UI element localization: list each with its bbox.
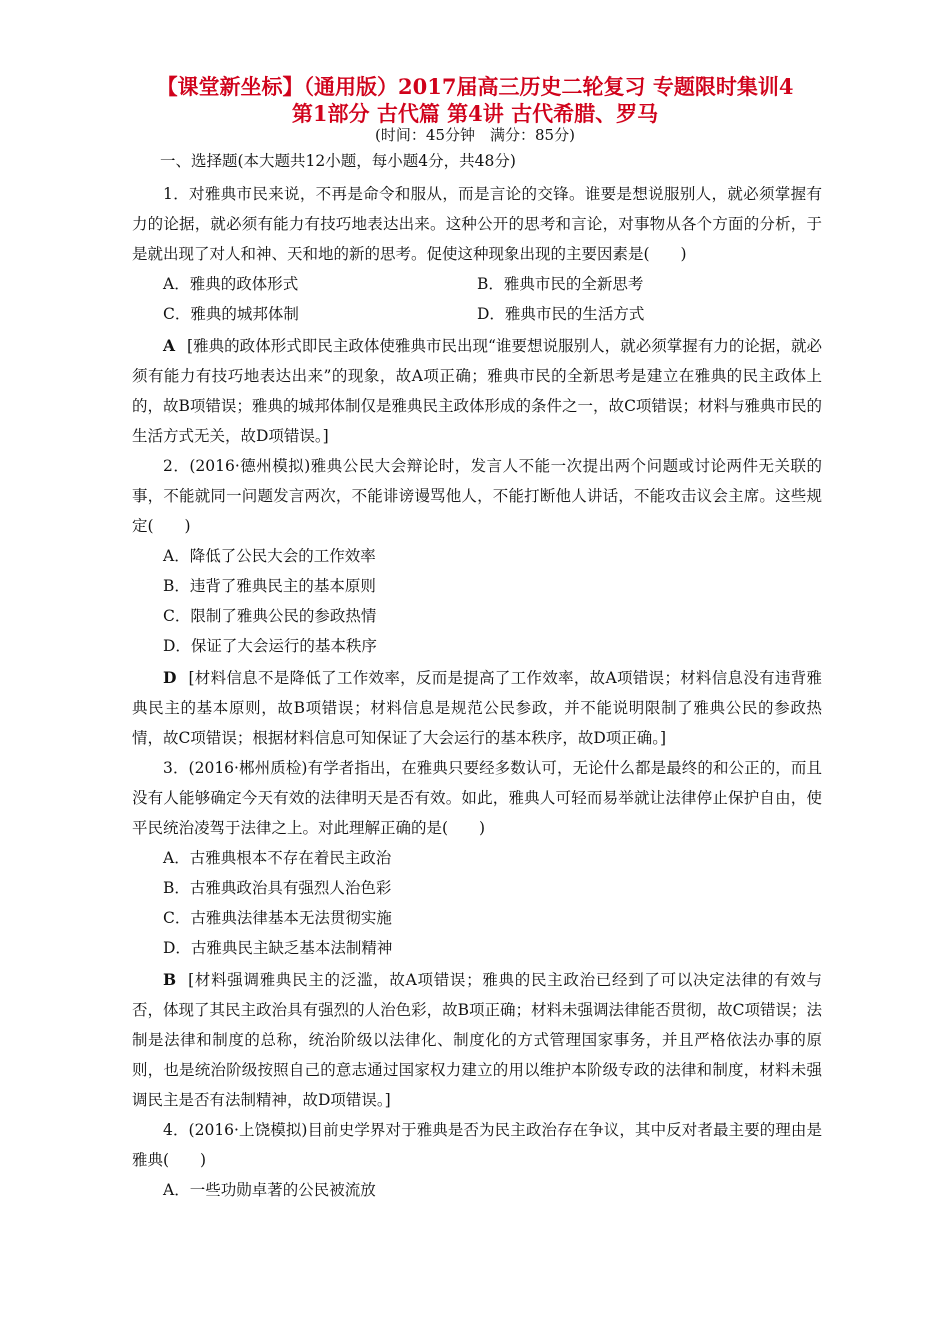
question-stem: 3．(2016·郴州质检)有学者指出，在雅典只要经多数认可，无论什么都是最终的和公正的，而且没有人能够确定今天有效的法律明天是否有效。如此，雅典人可轻而易举就让法律停止保护自由，使平民统治凌驾于法律之上。对此理解正确的是( ) [132, 759, 822, 837]
answer-text: [雅典的政体形式即民主政体使雅典市民出现“谁要想说服别人，就必须掌握有力的论据，就必须有能力有技巧地表达出来”的现象，故A项正确；雅典市民的全新思考是建立在雅典的民主政体上的，故B项错误；雅典的城邦体制仅是雅典民主政体形成的条件之一，故C项错误；材料与雅典市民的生活方式无关，故D项错误。] [132, 337, 822, 445]
option-c: C．限制了雅典公民的参政热情 [163, 607, 377, 625]
option-b: B．违背了雅典民主的基本原则 [163, 577, 376, 595]
question-list [132, 150, 822, 1205]
option-row [132, 269, 822, 299]
option-d: D．保证了大会运行的基本秩序 [163, 637, 377, 655]
document-subtitle: 第1部分 古代篇 第4讲 古代希腊、罗马 [291, 101, 659, 126]
answer-letter: A [163, 336, 176, 355]
exam-meta: (时间：45分钟 满分：85分) [375, 126, 575, 144]
option-b: B．古雅典政治具有强烈人治色彩 [163, 879, 392, 897]
option-c: C．雅典的城邦体制 [163, 305, 299, 323]
answer-explanation [132, 331, 822, 451]
option-row [132, 299, 822, 329]
answer-explanation [132, 965, 822, 1115]
option-b: B．雅典市民的全新思考 [477, 275, 644, 293]
question-stem: 1．对雅典市民来说，不再是命令和服从，而是言论的交锋。谁要是想说服别人，就必须掌握有力的论据，就必须有能力有技巧地表达出来。这种公开的思考和言论，对事物从各个方面的分析，于是就出现了对人和神、天和地的新的思考。促使这种现象出现的主要因素是( ) [132, 185, 822, 263]
document-title: 【课堂新坐标】（通用版）2017届高三历史二轮复习 专题限时集训4 [156, 74, 794, 99]
section-title: 一、选择题(本大题共12小题，每小题4分，共48分) [160, 152, 516, 170]
option-a: A．一些功勋卓著的公民被流放 [163, 1181, 376, 1199]
option-a: A．降低了公民大会的工作效率 [163, 547, 376, 565]
option-c: C．古雅典法律基本无法贯彻实施 [163, 909, 392, 927]
question-stem: 2．(2016·德州模拟)雅典公民大会辩论时，发言人不能一次提出两个问题或讨论两件无关联的事，不能就同一问题发言两次，不能诽谤谩骂他人，不能打断他人讲话，不能攻击议会主席。这些规定( ) [132, 457, 822, 535]
answer-letter: B [163, 970, 177, 989]
option-d: D．古雅典民主缺乏基本法制精神 [163, 939, 393, 957]
question-stem: 4．(2016·上饶模拟)目前史学界对于雅典是否为民主政治存在争议，其中反对者最主要的理由是雅典( ) [132, 1121, 822, 1169]
option-a: A．雅典的政体形式 [163, 275, 299, 293]
answer-letter: D [163, 668, 177, 687]
answer-text: [材料强调雅典民主的泛滥，故A项错误；雅典的民主政治已经到了可以决定法律的有效与否，体现了其民主政治具有强烈的人治色彩，故B项正确；材料未强调法律能否贯彻，故C项错误；法制是法律和制度的总称，统治阶级以法律化、制度化的方式管理国家事务，并且严格依法办事的原则，也是统治阶级按照自己的意志通过国家权力建立的用以维护本阶级专政的法律和制度，材料未强调民主是否有法制精神，故D项错误。] [132, 971, 822, 1109]
answer-text: [材料信息不是降低了工作效率，反而是提高了工作效率，故A项错误；材料信息没有违背雅典民主的基本原则，故B项错误；材料信息是规范公民参政，并不能说明限制了雅典公民的参政热情，故C项错误；根据材料信息可知保证了大会运行的基本秩序，故D项正确。] [132, 669, 822, 747]
option-a: A．古雅典根本不存在着民主政治 [163, 849, 392, 867]
option-d: D．雅典市民的生活方式 [477, 305, 645, 323]
answer-explanation [132, 663, 822, 753]
